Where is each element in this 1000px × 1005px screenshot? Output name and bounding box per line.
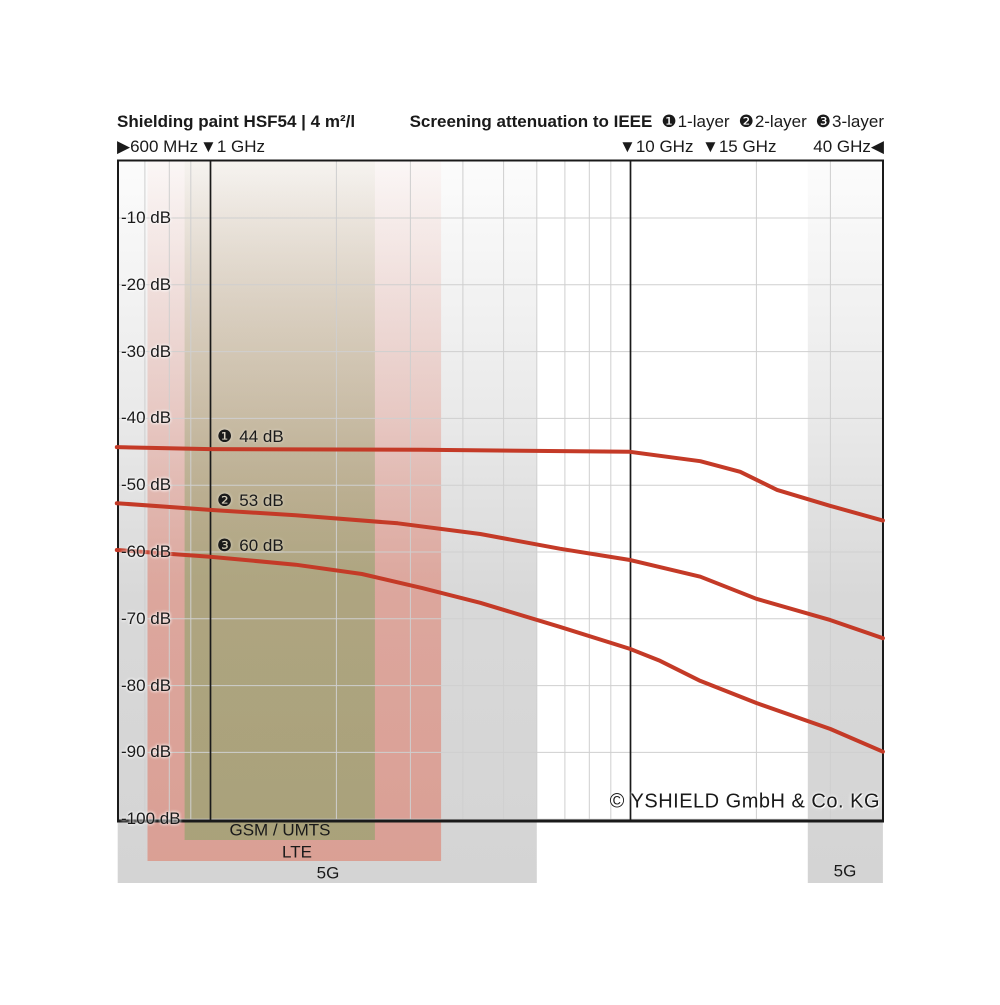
band-label-band-lte: LTE bbox=[282, 842, 312, 862]
y-axis-label--30db: -30 dB bbox=[121, 342, 172, 361]
three-circle-icon: ❸ bbox=[217, 536, 233, 555]
y-axis-label--100db: -100 dB bbox=[121, 809, 181, 828]
y-axis-label--90db: -90 dB bbox=[121, 742, 172, 761]
legend-item-3layer bbox=[816, 112, 884, 131]
y-axis-label--60db: -60 dB bbox=[121, 542, 172, 561]
legend-label-3layer: 3-layer bbox=[832, 112, 884, 131]
two-circle-icon: ❷ bbox=[217, 491, 233, 510]
y-axis-label--80db: -80 dB bbox=[121, 676, 172, 695]
legend-item-1layer bbox=[661, 112, 729, 131]
freq-tick-10ghz: ▼10 GHz bbox=[619, 137, 694, 156]
watermark: © YSHIELD GmbH & Co. KG bbox=[609, 790, 880, 813]
freq-tick-600mhz: ▶600 MHz bbox=[117, 137, 199, 156]
band-label-band-5g-low: 5G bbox=[316, 863, 340, 883]
one-circle-icon: ❶ bbox=[217, 427, 233, 446]
curve-value-1layer: 44 dB bbox=[239, 427, 284, 446]
curve-label-3layer bbox=[217, 536, 284, 556]
frequency-bands bbox=[118, 160, 883, 883]
curve-label-1layer bbox=[217, 427, 284, 447]
band-5g-high bbox=[808, 160, 883, 883]
freq-tick-40ghz: 40 GHz◀ bbox=[813, 137, 884, 156]
freq-tick-1ghz: ▼1 GHz bbox=[200, 137, 266, 156]
curve-value-2layer: 53 dB bbox=[239, 491, 284, 510]
one-circle-icon: ❶ bbox=[661, 112, 677, 131]
legend-label-2layer: 2-layer bbox=[754, 112, 807, 131]
curve-label-2layer bbox=[217, 491, 284, 511]
right-title-text: Screening attenuation to IEEE bbox=[409, 112, 653, 131]
y-axis-label--40db: -40 dB bbox=[121, 408, 172, 427]
freq-tick-15ghz: ▼15 GHz bbox=[702, 137, 777, 156]
y-axis-label--70db: -70 dB bbox=[121, 609, 172, 628]
band-label-band-5g-high: 5G bbox=[833, 861, 857, 881]
chart-title-left: Shielding paint HSF54 | 4 m²/l bbox=[117, 112, 356, 131]
chart-title-right bbox=[410, 112, 884, 132]
y-axis-label--50db: -50 dB bbox=[121, 475, 172, 494]
legend-label-1layer: 1-layer bbox=[677, 112, 730, 131]
y-axis-label--10db: -10 dB bbox=[121, 208, 172, 227]
legend-item-2layer bbox=[739, 112, 807, 131]
two-circle-icon: ❷ bbox=[738, 112, 754, 131]
y-axis-label--20db: -20 dB bbox=[121, 275, 172, 294]
band-label-band-gsm: GSM / UMTS bbox=[229, 820, 331, 840]
curve-value-3layer: 60 dB bbox=[239, 536, 284, 555]
three-circle-icon: ❸ bbox=[815, 112, 832, 131]
